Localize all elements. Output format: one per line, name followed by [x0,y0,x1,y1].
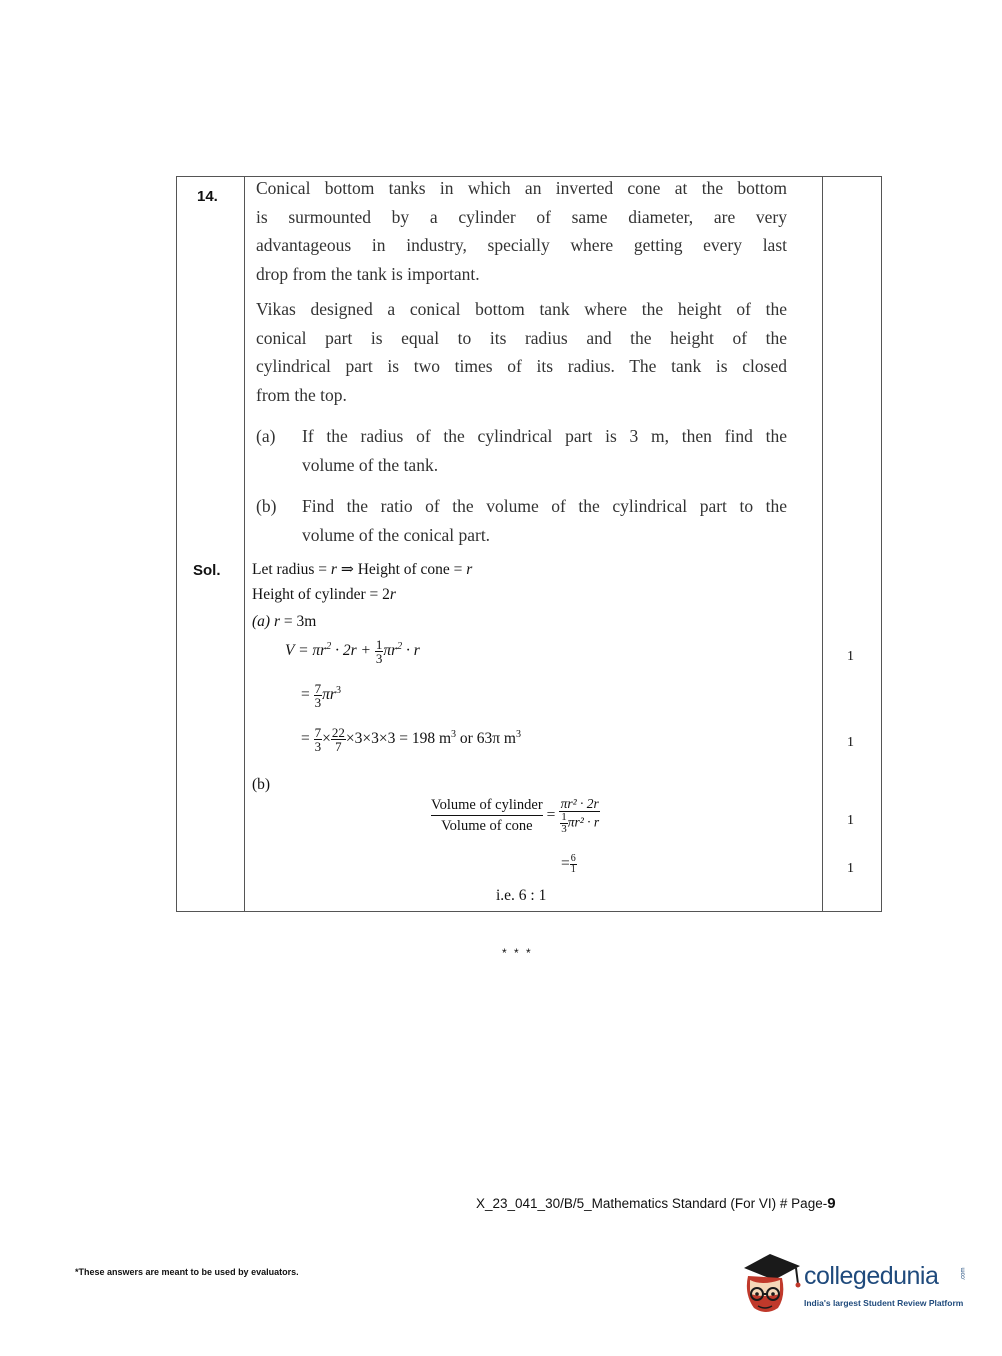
part-b-text: Find the ratio of the volume of the cylindrical part to the volume of the conical part. [302,496,787,545]
answer-table [176,176,882,912]
question-paragraph-2: Vikas designed a conical bottom tank where the height of the conical part is equal to its radius and the height of the cylindrical part is two times of its radius. The tank is closed from the top. [256,299,787,405]
mascot-logo-icon [740,1250,802,1320]
part-a-label: (a) [256,426,276,446]
question-number: 14. [197,188,218,205]
logo-tagline: India's largest Student Review Platform [804,1298,964,1308]
equation-step-3: = $\frac{7}{3}$ × $\frac{22}{7}$ ×3×3×3 = 198 $m^3$ or 63π $m^3$ [301,725,521,754]
end-separator: * * * [502,946,533,960]
solution-line-1: Let radius = r ⇒ Height of cone = r [252,561,473,578]
solution-line-3: (a) r = 3m [252,613,317,630]
logo-com-suffix: .com [960,1267,967,1281]
ratio-result: = $\frac{6}{1}$ [561,853,576,875]
question-paragraph-1: Conical bottom tanks in which an inverted cone at the bottom is surmounted by a cylinder of same diameter, are very advantageous in industry, specially where getting every last drop from the tank is important. [256,178,787,284]
footer-page-code: X_23_041_30/B/5_Mathematics Standard (For VI) # Page-9 [476,1195,836,1212]
mark-2: 1 [847,735,854,750]
collegedunia-wordmark: collegedunia [804,1262,939,1290]
part-b-label: (b) [256,496,277,516]
equation-step-2: = $\frac{7}{3}$ $\pi r^3$ [301,681,341,710]
mark-4: 1 [847,861,854,876]
ratio-equation: $\frac{\text{Volume of cylinder}}{\text{Volume of cone}}$ = πr² · 2r $\frac{1}{3}$ πr² · r [431,796,600,835]
evaluator-note: *These answers are meant to be used by evaluators. [75,1267,299,1277]
part-a-text: If the radius of the cylindrical part is 3 m, then find the volume of the tank. [302,426,787,475]
equation-volume-formula: $V = \pi r^2 \cdot 2r$ + $\frac{1}{3}$ $\pi r^2 \cdot r$ [285,637,420,666]
solution-part-b-label: (b) [252,776,271,793]
mark-3: 1 [847,813,854,828]
column-divider-2 [822,177,823,911]
ratio-answer: i.e. 6 : 1 [496,887,547,904]
solution-line-2: Height of cylinder = 2r [252,586,396,603]
mark-1: 1 [847,649,854,664]
column-divider-1 [244,177,245,911]
solution-label: Sol. [193,562,221,579]
